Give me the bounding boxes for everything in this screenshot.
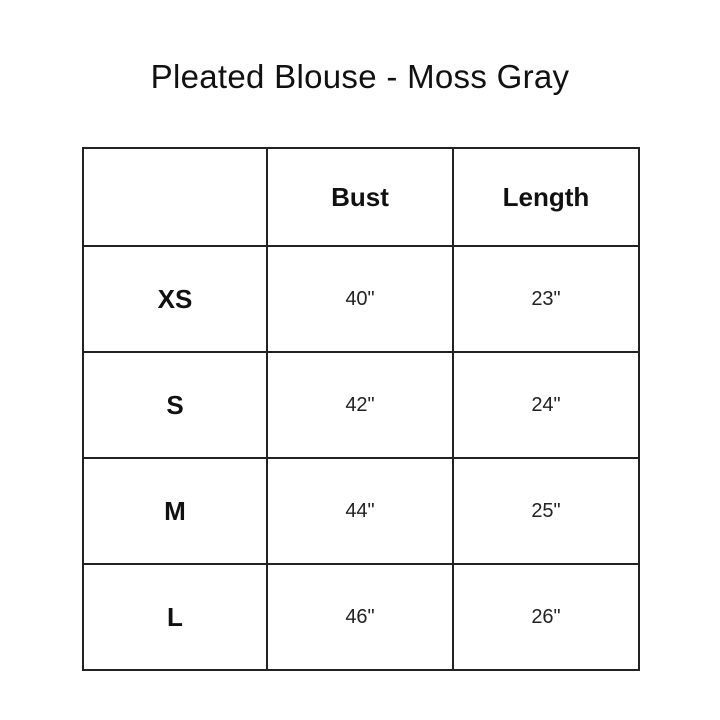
table-row [83,458,639,564]
table-row [83,352,639,458]
column-header-bust: Bust [267,148,453,246]
table-row [83,246,639,352]
length-value: 26" [453,564,639,670]
bust-value: 46" [267,564,453,670]
table-row [83,564,639,670]
length-value: 25" [453,458,639,564]
bust-value: 44" [267,458,453,564]
corner-cell [83,148,267,246]
length-value: 24" [453,352,639,458]
page-title: Pleated Blouse - Moss Gray [150,58,570,95]
length-value: 23" [453,246,639,352]
column-header-length: Length [453,148,639,246]
bust-value: 42" [267,352,453,458]
size-chart-table [82,147,640,671]
bust-value: 40" [267,246,453,352]
size-label: M [83,458,267,564]
size-label: L [83,564,267,670]
size-label: S [83,352,267,458]
size-label: XS [83,246,267,352]
table-header-row [83,148,639,246]
